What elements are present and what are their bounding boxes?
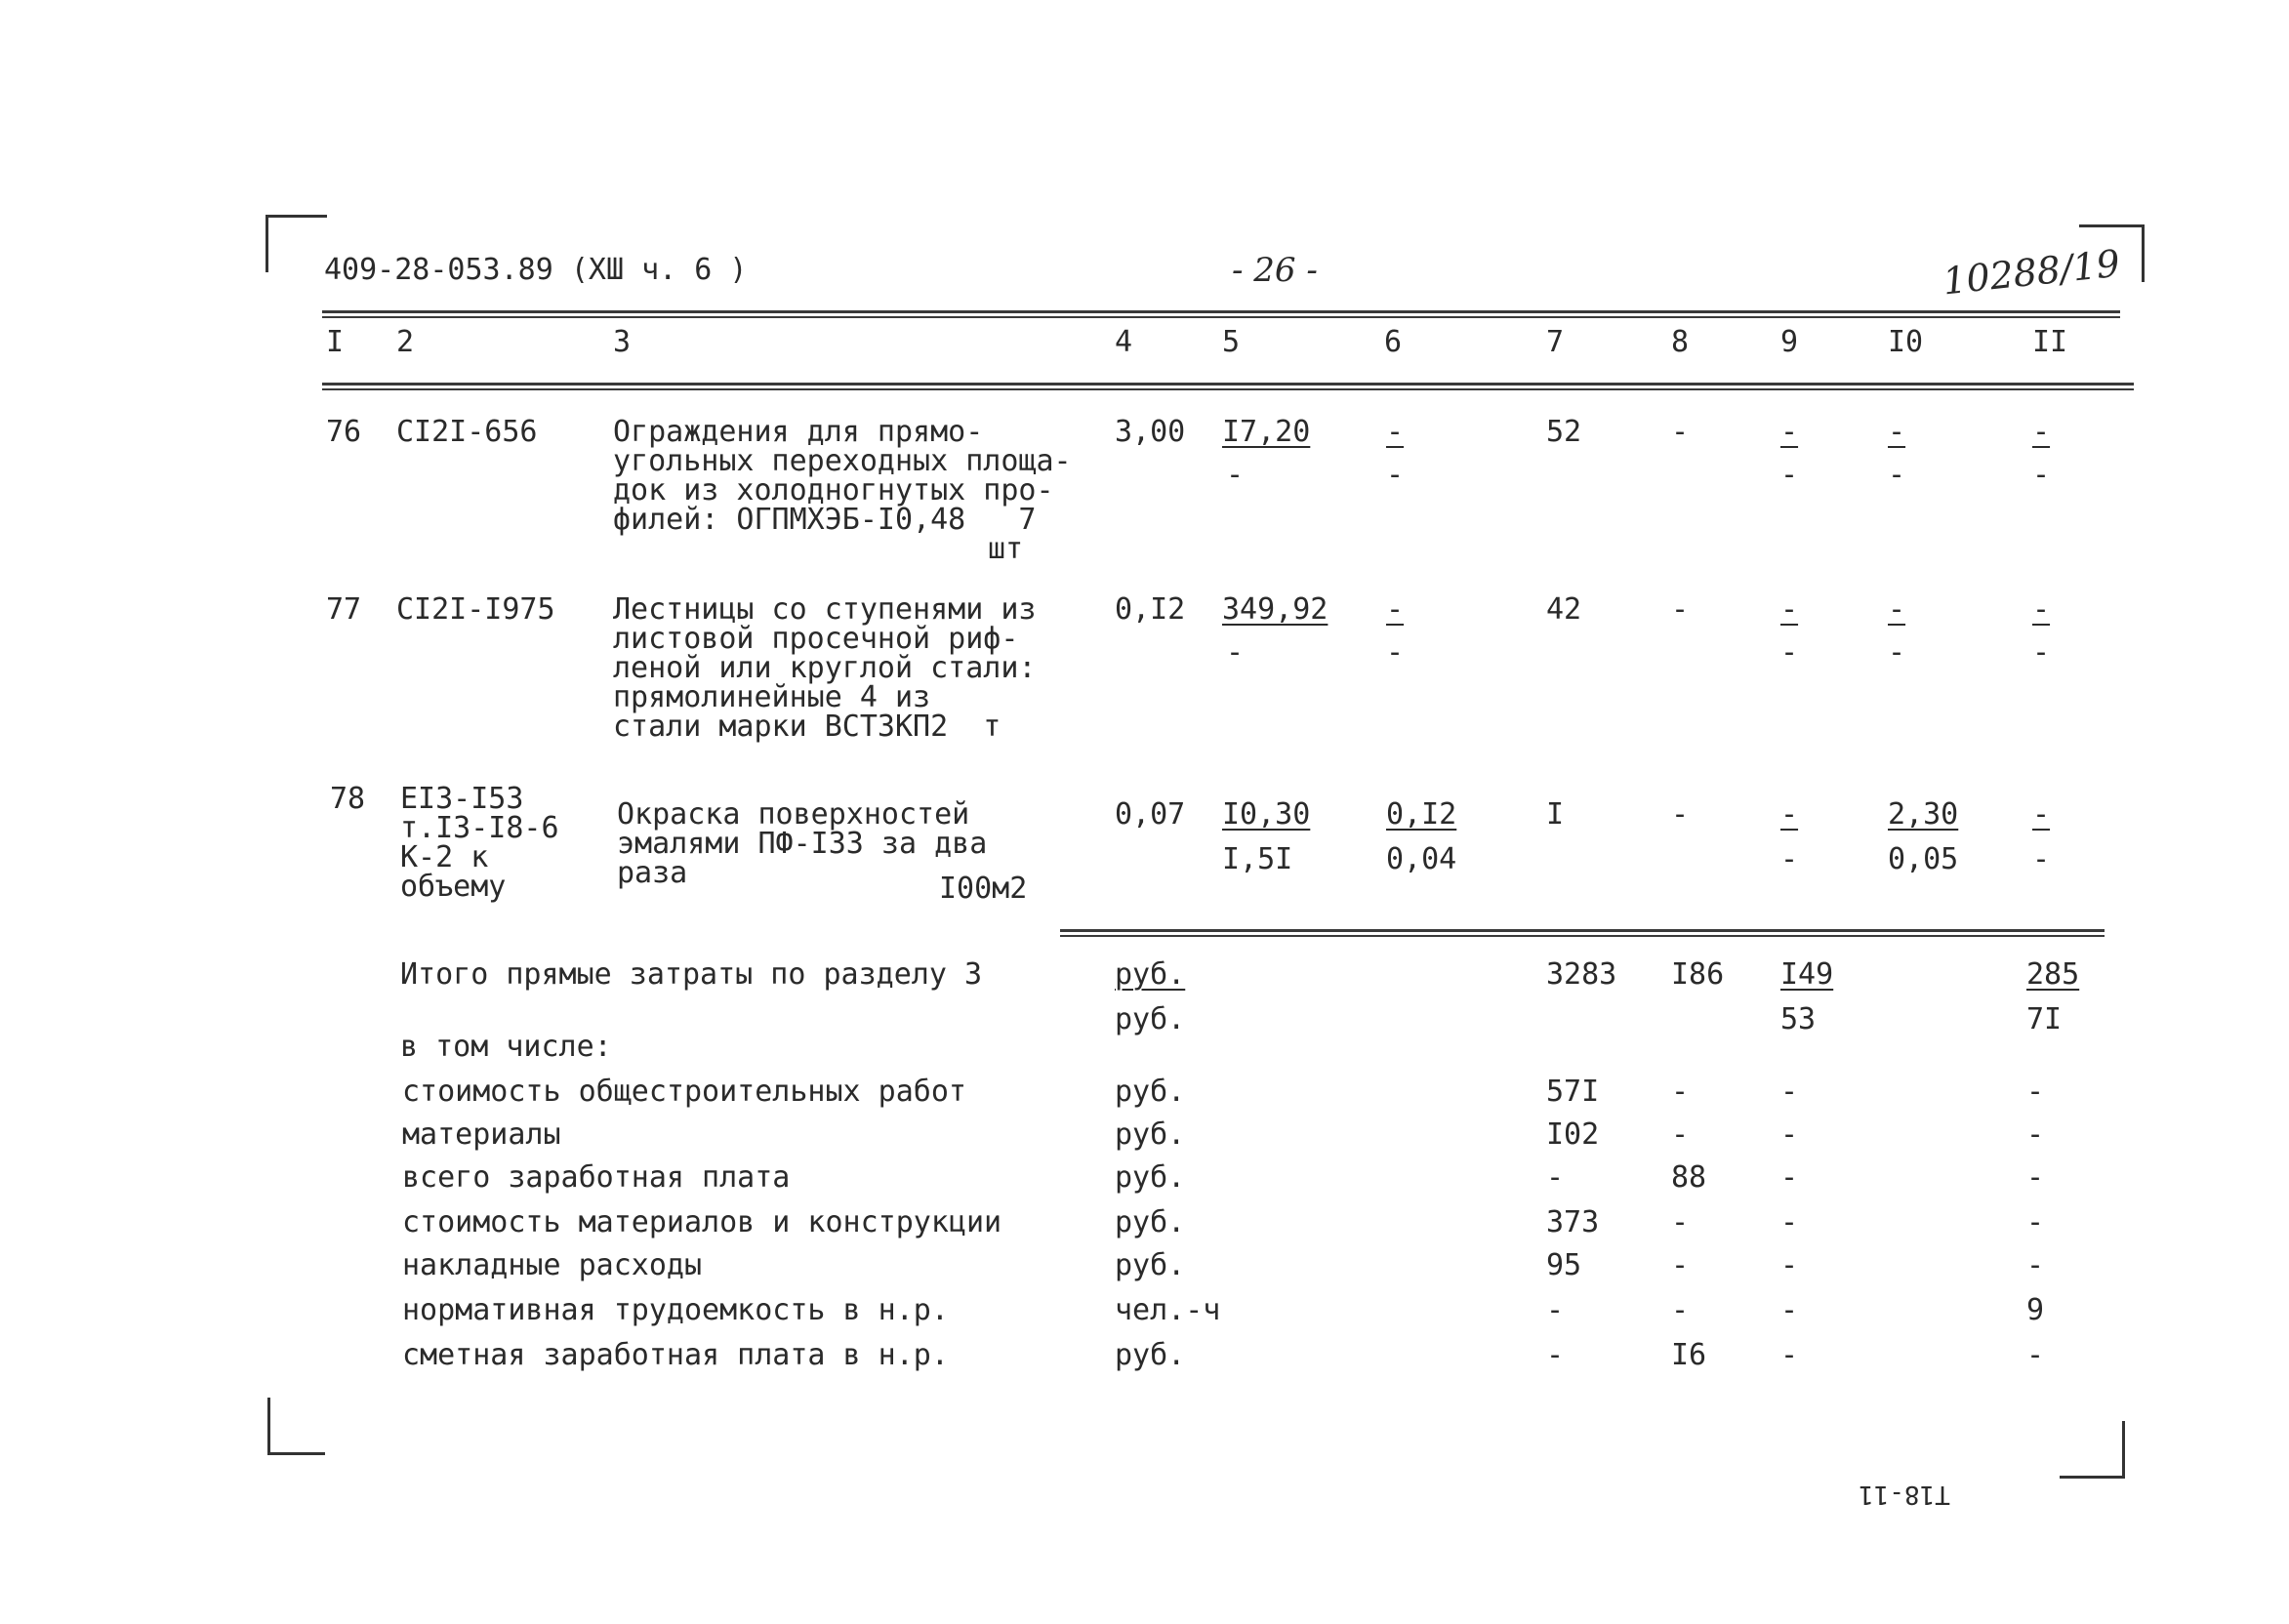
- row-col7: I: [1546, 797, 1565, 832]
- totals-unit: руб.: [1115, 957, 1186, 992]
- totals-item-col7: -: [1546, 1338, 1565, 1372]
- row-description-line: леной или круглой стали:: [613, 651, 1037, 685]
- corner-mark-bottom-left: [267, 1398, 325, 1455]
- row-col7: 52: [1546, 415, 1582, 449]
- totals-item-col7: -: [1546, 1293, 1565, 1327]
- column-number: 7: [1546, 325, 1565, 359]
- row-col6-bottom: -: [1386, 635, 1405, 670]
- archive-number: 10288/19: [1941, 241, 2122, 304]
- column-number: 6: [1384, 325, 1403, 359]
- row-description-line: Ограждения для прямо-: [613, 415, 984, 449]
- row-description-line: док из холодногнутых про-: [613, 473, 1054, 508]
- row-code-line: т.I3-I8-6: [400, 811, 559, 845]
- totals-item-col11: -: [2026, 1075, 2045, 1109]
- row-description-line: угольных переходных площа-: [613, 444, 1072, 478]
- totals-item-label: материалы: [402, 1117, 561, 1152]
- totals-item-col9: -: [1780, 1075, 1799, 1109]
- row-col10-bottom: 0,05: [1888, 842, 1959, 876]
- row-col11-top: -: [2032, 592, 2051, 627]
- totals-item-col7: 57I: [1546, 1075, 1600, 1109]
- totals-item-col11: -: [2026, 1160, 2045, 1195]
- totals-item-col9: -: [1780, 1160, 1799, 1195]
- row-col9-bottom: -: [1780, 458, 1799, 492]
- totals-rule-2: [1060, 935, 2105, 937]
- totals-item-col9: -: [1780, 1117, 1799, 1152]
- totals-item-col7: I02: [1546, 1117, 1600, 1152]
- column-number: I0: [1888, 325, 1924, 359]
- row-code: CI2I-656: [396, 415, 538, 449]
- row-col11-top: -: [2032, 415, 2051, 449]
- row-description-line: стали марки ВСТ3КП2 т: [613, 710, 1001, 744]
- row-code-line: объему: [400, 870, 507, 904]
- totals-item-col8: -: [1671, 1075, 1690, 1109]
- row-col9-bottom: -: [1780, 635, 1799, 670]
- totals-item-col9: -: [1780, 1293, 1799, 1327]
- totals-item-unit: руб.: [1115, 1075, 1186, 1109]
- totals-item-col7: -: [1546, 1160, 1565, 1195]
- row-code-line: EI3-I53: [400, 782, 524, 816]
- totals-item-col8: I6: [1671, 1338, 1707, 1372]
- totals-item-col8: -: [1671, 1293, 1690, 1327]
- totals-item-label: стоимость общестроительных работ: [402, 1075, 966, 1109]
- row-description-line: листовой просечной риф-: [613, 622, 1019, 656]
- column-number: I: [326, 325, 345, 359]
- row-col10-top: 2,30: [1888, 797, 1959, 832]
- row-unit-cost-total: I0,30: [1222, 797, 1311, 832]
- totals-col8: I86: [1671, 957, 1725, 992]
- row-code-line: К-2 к: [400, 840, 489, 874]
- totals-item-unit: руб.: [1115, 1117, 1186, 1152]
- totals-item-col8: -: [1671, 1205, 1690, 1239]
- totals-item-col8: -: [1671, 1117, 1690, 1152]
- row-description-line: Лестницы со ступенями из: [613, 592, 1037, 627]
- corner-mark-bottom-right: [2060, 1421, 2125, 1479]
- row-col9-top: -: [1780, 415, 1799, 449]
- totals-item-col8: 88: [1671, 1160, 1707, 1195]
- row-number: 77: [326, 592, 362, 627]
- column-number: II: [2032, 325, 2068, 359]
- row-number: 78: [330, 782, 366, 816]
- row-col6-top: 0,I2: [1386, 797, 1457, 832]
- row-quantity: 0,I2: [1115, 592, 1186, 627]
- row-description-line: Окраска поверхностей: [617, 797, 970, 832]
- row-col8: -: [1671, 797, 1690, 832]
- footer-stamp: T18-11: [1859, 1480, 1950, 1509]
- totals-item-col11: -: [2026, 1248, 2045, 1282]
- row-unit: I00м2: [939, 872, 1028, 906]
- row-col11-bottom: -: [2032, 458, 2051, 492]
- totals-item-col7: 95: [1546, 1248, 1582, 1282]
- row-unit-cost-wage: -: [1226, 635, 1245, 670]
- row-description-line: раза: [617, 856, 688, 890]
- totals-item-col11: -: [2026, 1205, 2045, 1239]
- totals-col11-bottom: 7I: [2026, 1002, 2063, 1036]
- column-number: 5: [1222, 325, 1241, 359]
- column-header-rule-2: [322, 388, 2134, 390]
- column-number: 4: [1115, 325, 1133, 359]
- row-unit-cost-wage: -: [1226, 458, 1245, 492]
- row-quantity: 0,07: [1115, 797, 1186, 832]
- row-col8: -: [1671, 592, 1690, 627]
- totals-item-unit: руб.: [1115, 1160, 1186, 1195]
- totals-item-unit: руб.: [1115, 1338, 1186, 1372]
- row-col10-bottom: -: [1888, 458, 1906, 492]
- page-number: - 26 -: [1232, 251, 1318, 290]
- row-description-line: филей: ОГПМХЭБ-I0,48 7: [613, 503, 1037, 537]
- row-col10-top: -: [1888, 592, 1906, 627]
- document-code: 409-28-053.89 (XШ ч. 6 ): [324, 253, 748, 287]
- column-number: 3: [613, 325, 632, 359]
- row-quantity: 3,00: [1115, 415, 1186, 449]
- totals-item-label: всего заработная плата: [402, 1160, 791, 1195]
- totals-item-col11: 9: [2026, 1293, 2045, 1327]
- totals-item-unit: чел.-ч: [1115, 1293, 1221, 1327]
- column-number: 8: [1671, 325, 1690, 359]
- totals-item-col9: -: [1780, 1248, 1799, 1282]
- totals-item-col7: 373: [1546, 1205, 1600, 1239]
- corner-mark-top-left: [266, 215, 327, 272]
- totals-unit-2: руб.: [1115, 1002, 1186, 1036]
- row-unit-cost-total: I7,20: [1222, 415, 1311, 449]
- row-col11-top: -: [2032, 797, 2051, 832]
- row-col6-top: -: [1386, 415, 1405, 449]
- header-rule-top: [322, 310, 2120, 313]
- row-col9-top: -: [1780, 592, 1799, 627]
- row-col9-bottom: -: [1780, 842, 1799, 876]
- row-col6-bottom: 0,04: [1386, 842, 1457, 876]
- row-col10-bottom: -: [1888, 635, 1906, 670]
- column-header-rule: [322, 383, 2134, 386]
- row-col10-top: -: [1888, 415, 1906, 449]
- row-code: CI2I-I975: [396, 592, 555, 627]
- row-col11-bottom: -: [2032, 635, 2051, 670]
- totals-rule: [1060, 929, 2105, 932]
- totals-col9-bottom: 53: [1780, 1002, 1817, 1036]
- row-number: 76: [326, 415, 362, 449]
- row-unit-cost-wage: I,5I: [1222, 842, 1293, 876]
- totals-item-label: сметная заработная плата в н.р.: [402, 1338, 949, 1372]
- totals-item-col11: -: [2026, 1117, 2045, 1152]
- totals-item-col9: -: [1780, 1205, 1799, 1239]
- totals-item-col8: -: [1671, 1248, 1690, 1282]
- row-col6-bottom: -: [1386, 458, 1405, 492]
- totals-col9-top: I49: [1780, 957, 1834, 992]
- totals-item-label: стоимость материалов и конструкции: [402, 1205, 1002, 1239]
- row-col11-bottom: -: [2032, 842, 2051, 876]
- row-description-line: прямолинейные 4 из: [613, 680, 931, 714]
- column-number: 9: [1780, 325, 1799, 359]
- totals-item-unit: руб.: [1115, 1248, 1186, 1282]
- row-unit: шт: [988, 532, 1024, 566]
- row-col9-top: -: [1780, 797, 1799, 832]
- totals-item-col11: -: [2026, 1338, 2045, 1372]
- row-col8: -: [1671, 415, 1690, 449]
- totals-col7: 3283: [1546, 957, 1617, 992]
- header-rule-top-2: [322, 316, 2120, 318]
- totals-label: Итого прямые затраты по разделу 3: [400, 957, 983, 992]
- including-label: в том числе:: [400, 1030, 612, 1064]
- row-col7: 42: [1546, 592, 1582, 627]
- row-unit-cost-total: 349,92: [1222, 592, 1328, 627]
- totals-item-label: накладные расходы: [402, 1248, 703, 1282]
- totals-item-unit: руб.: [1115, 1205, 1186, 1239]
- totals-item-label: нормативная трудоемкость в н.р.: [402, 1293, 949, 1327]
- column-number: 2: [396, 325, 415, 359]
- row-col6-top: -: [1386, 592, 1405, 627]
- totals-col11-top: 285: [2026, 957, 2080, 992]
- row-description-line: эмалями ПФ-I33 за два: [617, 827, 988, 861]
- totals-item-col9: -: [1780, 1338, 1799, 1372]
